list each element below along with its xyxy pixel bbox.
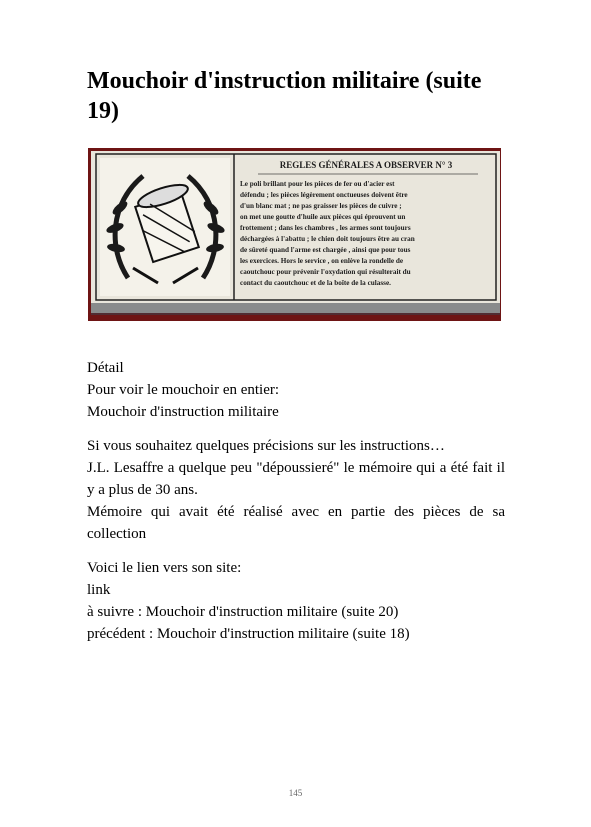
site-link[interactable]: link xyxy=(87,582,111,598)
photo-line: d'un blanc mat ; ne pas graisser les pièces de cuivre ; xyxy=(240,202,402,210)
page-number: 145 xyxy=(288,788,303,798)
photo-line: caoutchouc pour prévenir l'oxydation qui résulterait du xyxy=(240,268,411,276)
info-line-1: Si vous souhaitez quelques précisions sur les instructions… xyxy=(87,438,445,454)
info-line-3: Mémoire qui avait été réalisé avec en partie des pièces de sa collection xyxy=(87,504,505,542)
photo-line: de sûreté quand l'arme est chargée , ainsi que pour tous xyxy=(240,246,411,254)
info-block xyxy=(87,435,505,545)
photo-line: frottement ; dans les chambres , les armes sont toujours xyxy=(240,224,411,232)
page-title: Mouchoir d'instruction militaire (suite 19) xyxy=(87,68,482,124)
photo-line: déchargées à l'abattu ; le chien doit toujours être au cran xyxy=(240,235,415,243)
article-body xyxy=(87,357,505,657)
photo-line: contact du caoutchouc et de la boîte de la culasse. xyxy=(240,279,391,287)
detail-block xyxy=(87,357,505,423)
handkerchief-detail-photo xyxy=(88,148,501,321)
photo-heading: REGLES GÉNÉRALES A OBSERVER N° 3 xyxy=(279,160,453,170)
photo-line: les exercices. Hors le service , on enlève la rondelle de xyxy=(240,257,404,265)
photo-line: on met une goutte d'huile aux pièces qui éprouvent un xyxy=(240,213,406,221)
photo-line: défendu ; les pièces légèrement onctueuses doivent être xyxy=(240,191,408,199)
drum-emblem-icon xyxy=(100,158,230,296)
full-handkerchief-link[interactable]: Mouchoir d'instruction militaire xyxy=(87,404,279,420)
links-block xyxy=(87,557,505,645)
site-intro: Voici le lien vers son site: xyxy=(87,560,242,576)
detail-intro: Pour voir le mouchoir en entier: xyxy=(87,382,280,398)
previous-link[interactable]: précédent : Mouchoir d'instruction militaire (suite 18) xyxy=(87,626,410,642)
info-line-2: J.L. Lesaffre a quelque peu "dépoussieré" le mémoire qui a été fait il y a plus de 30 ans. xyxy=(87,460,505,498)
next-link[interactable]: à suivre : Mouchoir d'instruction militaire (suite 20) xyxy=(87,604,399,620)
photo-line: Le poli brillant pour les pièces de fer ou d'acier est xyxy=(240,180,395,188)
detail-label: Détail xyxy=(87,360,124,376)
